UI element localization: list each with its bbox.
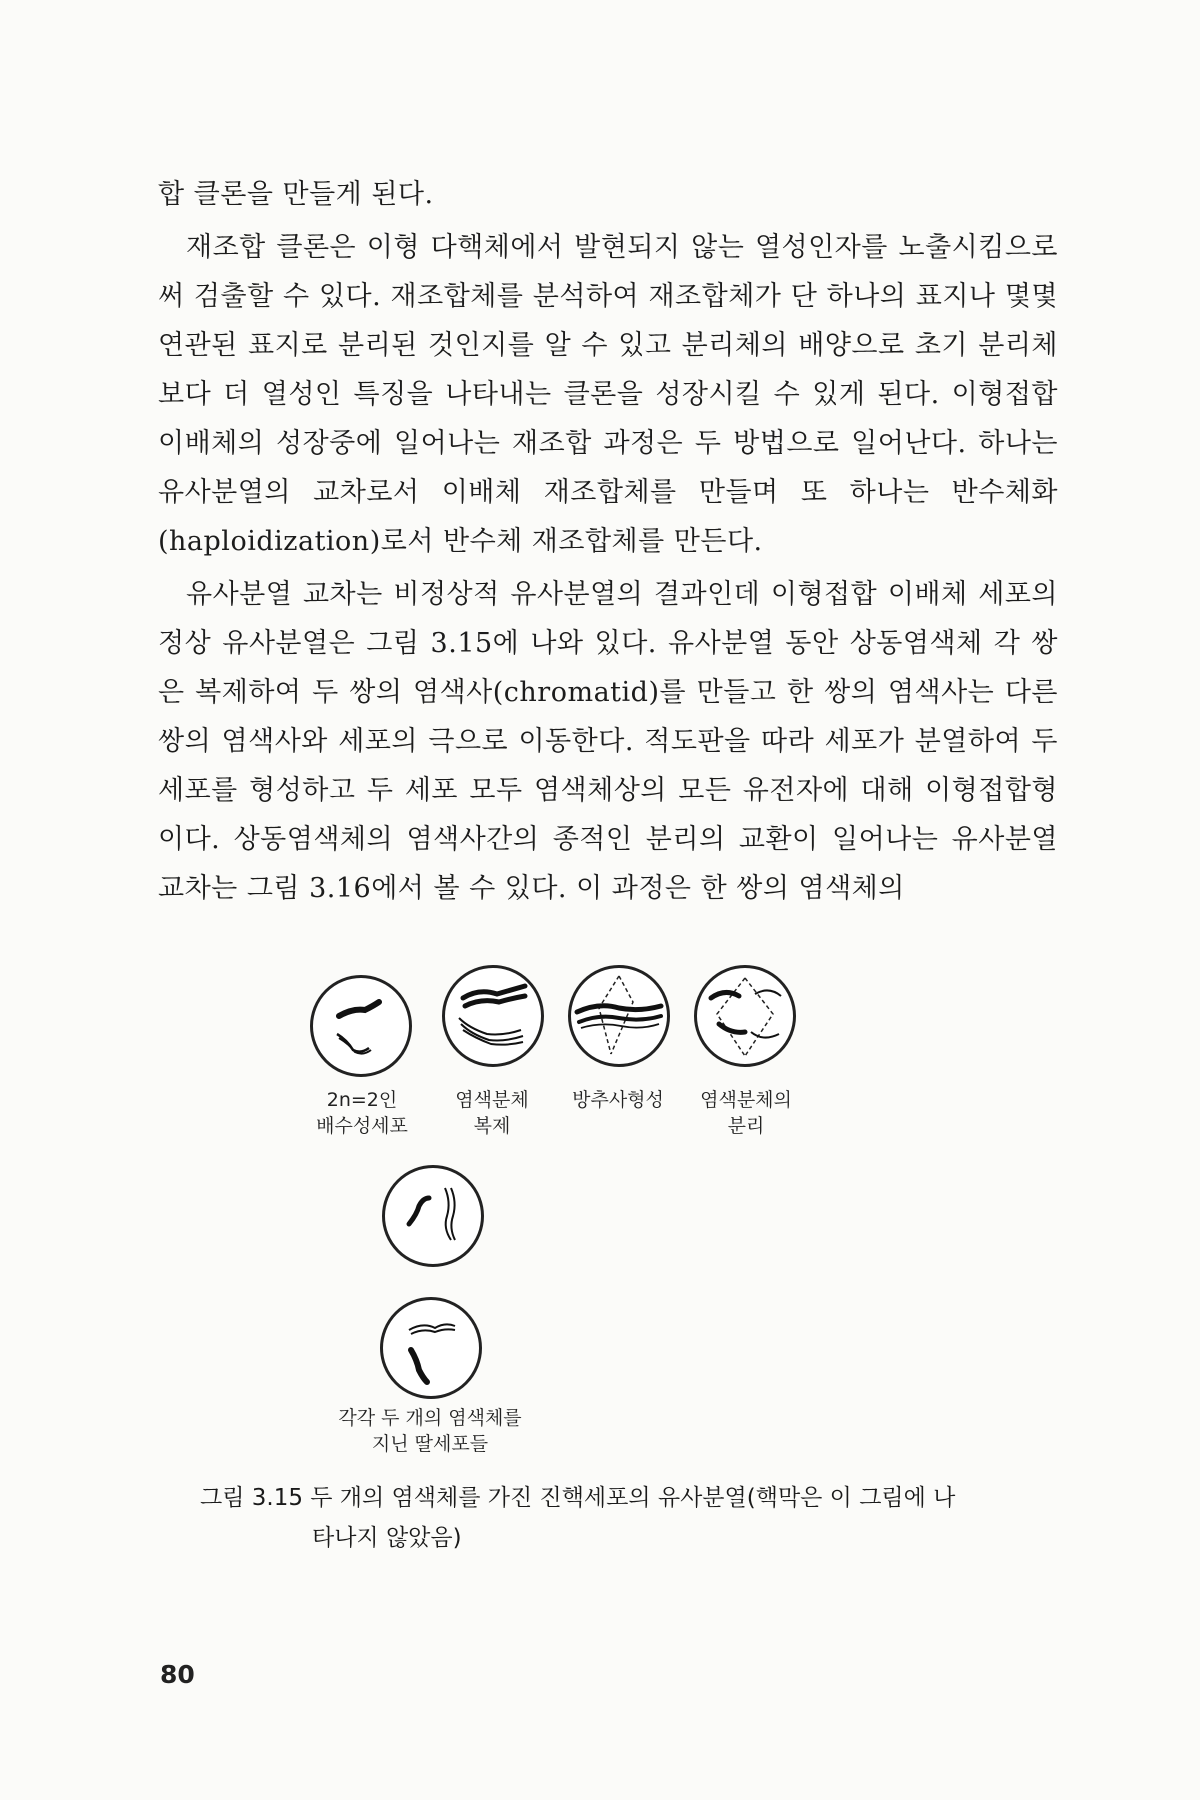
chromosome-diagram [313, 978, 409, 1074]
chromosome-diagram [445, 968, 541, 1064]
cell-spindle [568, 965, 670, 1067]
figure-caption [200, 1478, 1060, 1558]
paragraph-1: 합 클론을 만들게 된다. [158, 179, 434, 210]
cell-diploid [310, 975, 412, 1077]
stage-label-duplication: 염색분체 복제 [455, 1089, 529, 1137]
chromosome-diagram [383, 1300, 479, 1396]
page-number: 80 [160, 1660, 195, 1689]
daughter-cell-1 [382, 1165, 484, 1267]
daughter-cells-label: 각각 두 개의 염색체를 지닌 딸세포들 [338, 1407, 522, 1455]
caption-line-2: 타나지 않았음) [312, 1525, 462, 1551]
daughter-cell-2 [380, 1297, 482, 1399]
body-text [158, 170, 1058, 913]
cell-separation [694, 965, 796, 1067]
cell-duplication [442, 965, 544, 1067]
stage-label-separation: 염색분체의 분리 [700, 1089, 792, 1137]
mitosis-figure [300, 975, 960, 1455]
paragraph-2: 재조합 클론은 이형 다핵체에서 발현되지 않는 열성인자를 노출시킴으로써 검출할 수 있다. 재조합체를 분석하여 재조합체가 단 하나의 표지나 몇몇 연관된 표지로 분리된 것인지를 알 수 있고 분리체의 배양으로 초기 분리체보다 더 열성인 특징을 나타내는 클론을 성장시킬 수 있게 된다. 이형접합 이배체의 성장중에 일어나는 재조합 과정은 두 방법으로 일어난다. 하나는 유사분열의 교차로서 이배체 재조합체를 만들며 또 하나는 반수체화(haploidization)로서 반수체 재조합체를 만든다. [158, 232, 1058, 557]
stage-label-spindle: 방추사형성 [572, 1089, 664, 1111]
chromosome-diagram [571, 968, 667, 1064]
caption-line-1: 그림 3.15 두 개의 염색체를 가진 진핵세포의 유사분열(핵막은 이 그림에 나 [200, 1485, 956, 1511]
paragraph-3: 유사분열 교차는 비정상적 유사분열의 결과인데 이형접합 이배체 세포의 정상 유사분열은 그림 3.15에 나와 있다. 유사분열 동안 상동염색체 각 쌍은 복제하여 두 쌍의 염색사(chromatid)를 만들고 한 쌍의 염색사는 다른 쌍의 염색사와 세포의 극으로 이동한다. 적도판을 따라 세포가 분열하여 두 세포를 형성하고 두 세포 모두 염색체상의 모든 유전자에 대해 이형접합형이다. 상동염색체의 염색사간의 종적인 분리의 교환이 일어나는 유사분열 교차는 그림 3.16에서 볼 수 있다. 이 과정은 한 쌍의 염색체의 [158, 579, 1058, 904]
stage-label-diploid: 2n=2인 배수성세포 [316, 1089, 408, 1137]
chromosome-diagram [697, 968, 793, 1064]
chromosome-diagram [385, 1168, 481, 1264]
